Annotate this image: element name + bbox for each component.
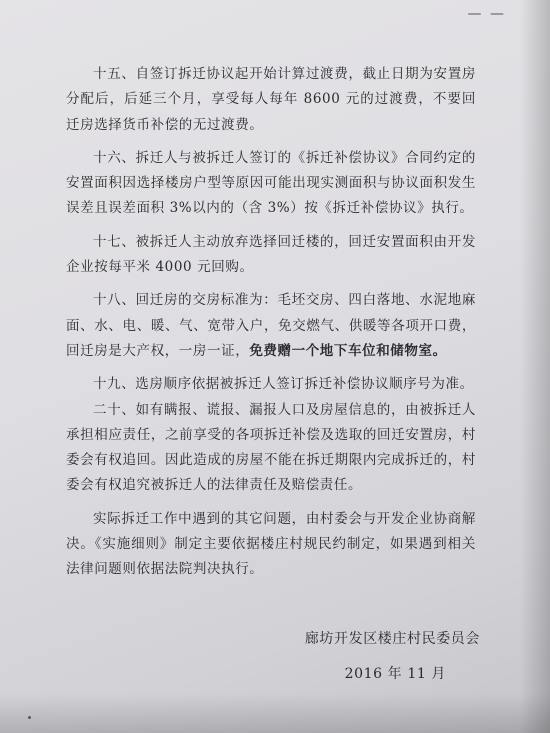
issuing-organization: 廊坊开发区楼庄村民委员会 [304,631,480,647]
article-15: 十五、自签订拆迁协议起开始计算过渡费，截止日期为安置房分配后，后延三个月，享受每人每年 8600 元的过渡费，不要回迁房选择货币补偿的无过渡费。 [66,66,476,133]
paper-shadow-right [520,0,550,733]
issue-date: 2016 年 11 月 [344,666,446,682]
closing-paragraph: 实际拆迁工作中遇到的其它问题，由村委会与开发企业协商解决。《实施细则》制定主要依据楼庄村规民约制定，如果遇到相关法律问题则依据法院判决执行。 [66,510,476,578]
page-top-mark: — — [467,6,506,22]
article-17: 十七、被拆迁人主动放弃选择回迁楼的，回迁安置面积由开发企业按每平米 4000 元回购。 [66,233,476,276]
article-18 [66,288,476,364]
article-16: 十六、拆迁人与被拆迁人签订的《拆迁补偿协议》合同约定的安置面积因选择楼房户型等原因可能出现实测面积与协议面积发生误差且误差面积 3%以内的（含 3%）按《拆迁补偿协议》执行。 [66,149,476,217]
article-20: 二十、如有瞒报、谎报、漏报人口及房屋信息的，由被拆迁人承担相应责任，之前享受的各项拆迁补偿及选取的回迁安置房，村委会有权追回。因此造成的房屋不能在拆迁期限内完成拆迁的，村委会有权追究被拆迁人的法律责任及赔偿责任。 [66,401,476,494]
document-body [66,62,476,583]
article-18-text: 十八、回迁房的交房标准为：毛坯交房、四白落地、水泥地麻面、水、电、暖、气、宽带入户，免交燃气、供暖等各项开口费，回迁房是大产权，一房一证， [66,292,476,359]
paper-shadow-bottom [0,693,550,733]
article-18-highlight: 免费赠一个地下车位和储物室。 [249,342,447,359]
article-19: 十九、选房顺序依据被拆迁人签订拆迁补偿协议顺序号为准。 [93,376,474,393]
signature-block [305,622,480,692]
